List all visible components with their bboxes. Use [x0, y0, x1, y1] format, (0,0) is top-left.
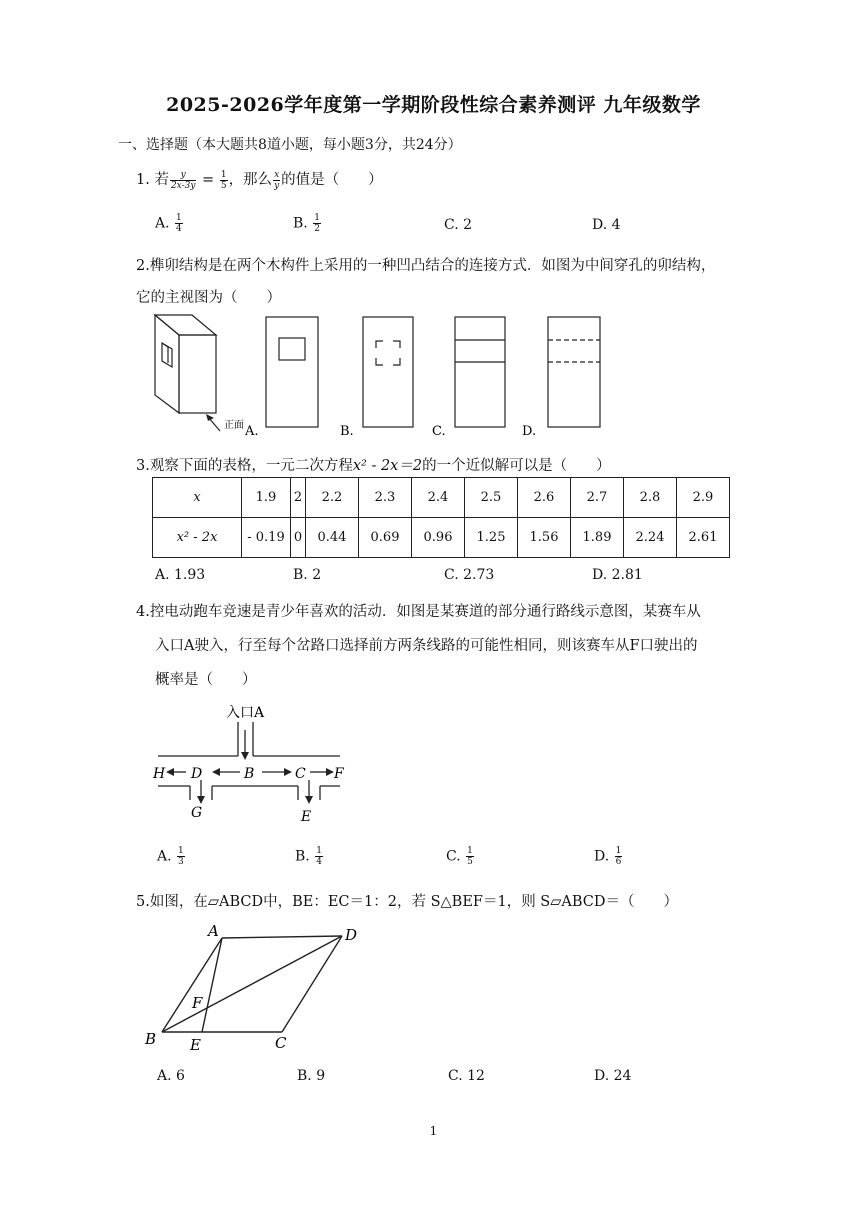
table-cell: 2.9: [677, 478, 730, 518]
row-header-fx: x² - 2x: [153, 518, 242, 558]
front-label: 正面: [224, 420, 244, 431]
q3-table: [152, 477, 730, 558]
row-header-x: x: [153, 478, 242, 518]
table-cell: 0.69: [359, 518, 412, 558]
point-h: H: [153, 766, 166, 782]
q2-option-b-label[interactable]: B.: [340, 424, 354, 439]
table-cell: 0.44: [306, 518, 359, 558]
q1-option-b[interactable]: B. $\frac{1}{2}$: [293, 213, 320, 234]
point-b: B: [244, 766, 255, 782]
option-a-figure: [266, 317, 318, 427]
q3-suffix: 的一个近似解可以是（ ）: [422, 458, 611, 474]
point-e: E: [190, 1036, 201, 1054]
q1-option-d[interactable]: D. 4: [592, 217, 621, 233]
point-c: C: [275, 1034, 287, 1052]
q1-fraction-3: $\frac{x}{y}$: [274, 169, 280, 191]
table-cell: 2.61: [677, 518, 730, 558]
q5-option-c[interactable]: C. 12: [448, 1068, 485, 1084]
point-d: D: [345, 926, 358, 944]
table-cell: 0: [291, 518, 306, 558]
point-c: C: [295, 766, 306, 782]
table-cell: 2.8: [624, 478, 677, 518]
page-number: 1: [429, 1124, 438, 1138]
table-cell: 1.25: [465, 518, 518, 558]
q5-parallelogram-diagram: [140, 918, 380, 1058]
q4-option-c[interactable]: C. $\frac{1}{5}$: [446, 846, 473, 867]
q5-option-a[interactable]: A. 6: [157, 1068, 185, 1084]
q2-option-d-label[interactable]: D.: [522, 424, 537, 439]
option-b-figure: [363, 317, 413, 427]
table-cell: 2.6: [518, 478, 571, 518]
q5-option-b[interactable]: B. 9: [297, 1068, 326, 1084]
point-e: E: [301, 809, 312, 825]
point-a: A: [208, 922, 219, 940]
page-title: 2025-2026学年度第一学期阶段性综合素养测评 九年级数学: [166, 94, 701, 116]
table-cell: - 0.19: [242, 518, 291, 558]
table-row: [153, 518, 730, 558]
q1-fraction-2: $\frac{1}{5}$: [220, 169, 227, 191]
table-cell: 2: [291, 478, 306, 518]
q4-option-a[interactable]: A. $\frac{1}{3}$: [157, 846, 184, 867]
q3-option-b[interactable]: B. 2: [293, 567, 322, 583]
table-cell: 1.9: [242, 478, 291, 518]
point-d: D: [191, 766, 203, 782]
table-row: [153, 478, 730, 518]
question-4-line2: 入口A驶入，行至每个岔路口选择前方两条线路的可能性相同，则该赛车从F口驶出的: [155, 638, 698, 654]
question-1: [136, 168, 383, 191]
front-arrow-head: [206, 414, 214, 421]
q4-option-b[interactable]: B. $\frac{1}{4}$: [295, 846, 322, 867]
table-cell: 2.4: [412, 478, 465, 518]
option-c-figure: [455, 317, 505, 427]
q1-fraction-1: $\frac{y}{2x-3y}$: [170, 169, 196, 191]
q1-mid: ，那么: [228, 172, 273, 188]
q3-equation: x² - 2x＝2: [352, 458, 423, 474]
q2-option-a-label[interactable]: A.: [245, 424, 259, 439]
mortise-block-3d: [155, 315, 216, 413]
q4-track-diagram: [150, 700, 360, 830]
q4-option-d[interactable]: D. $\frac{1}{6}$: [594, 846, 622, 867]
q2-figures: [150, 305, 610, 440]
table-cell: 2.3: [359, 478, 412, 518]
q1-option-c[interactable]: C. 2: [444, 217, 473, 233]
point-f: F: [334, 766, 344, 782]
question-3: [136, 454, 611, 475]
q1-equals: =: [197, 172, 219, 188]
table-cell: 0.96: [412, 518, 465, 558]
question-4-line3: 概率是（ ）: [155, 672, 257, 688]
section-heading: 一、选择题（本大题共8道小题，每小题3分，共24分）: [118, 137, 462, 153]
table-cell: 2.2: [306, 478, 359, 518]
question-4-line1: 4.控电动跑车竞速是青少年喜欢的活动．如图是某赛道的部分通行路线示意图，某赛车从: [136, 604, 701, 620]
question-5: 5.如图，在▱ABCD中，BE：EC＝1：2，若 S△BEF＝1，则 S▱ABCD＝（ ）: [136, 894, 678, 910]
point-b: B: [145, 1030, 157, 1048]
table-cell: 2.24: [624, 518, 677, 558]
q1-prefix: 1. 若: [136, 172, 169, 188]
question-2-line1: 2.榫卯结构是在两个木构件上采用的一种凹凸结合的连接方式．如图为中间穿孔的卯结构，: [136, 258, 716, 274]
table-cell: 1.89: [571, 518, 624, 558]
q2-option-c-label[interactable]: C.: [432, 424, 446, 439]
entry-label: 入口A: [226, 705, 265, 721]
q3-option-d[interactable]: D. 2.81: [592, 567, 643, 583]
q3-prefix: 3.观察下面的表格，一元二次方程: [136, 458, 353, 474]
q3-option-c[interactable]: C. 2.73: [444, 567, 495, 583]
question-2-line2: 它的主视图为（ ）: [136, 290, 281, 306]
q1-suffix: 的值是（ ）: [281, 172, 383, 188]
q5-option-d[interactable]: D. 24: [594, 1068, 632, 1084]
option-d-figure: [548, 317, 600, 427]
table-cell: 2.5: [465, 478, 518, 518]
q3-option-a[interactable]: A. 1.93: [155, 567, 206, 583]
table-cell: 2.7: [571, 478, 624, 518]
point-g: G: [191, 805, 203, 821]
table-cell: 1.56: [518, 518, 571, 558]
point-f: F: [192, 994, 203, 1012]
q1-option-a[interactable]: A. $\frac{1}{4}$: [155, 213, 182, 234]
